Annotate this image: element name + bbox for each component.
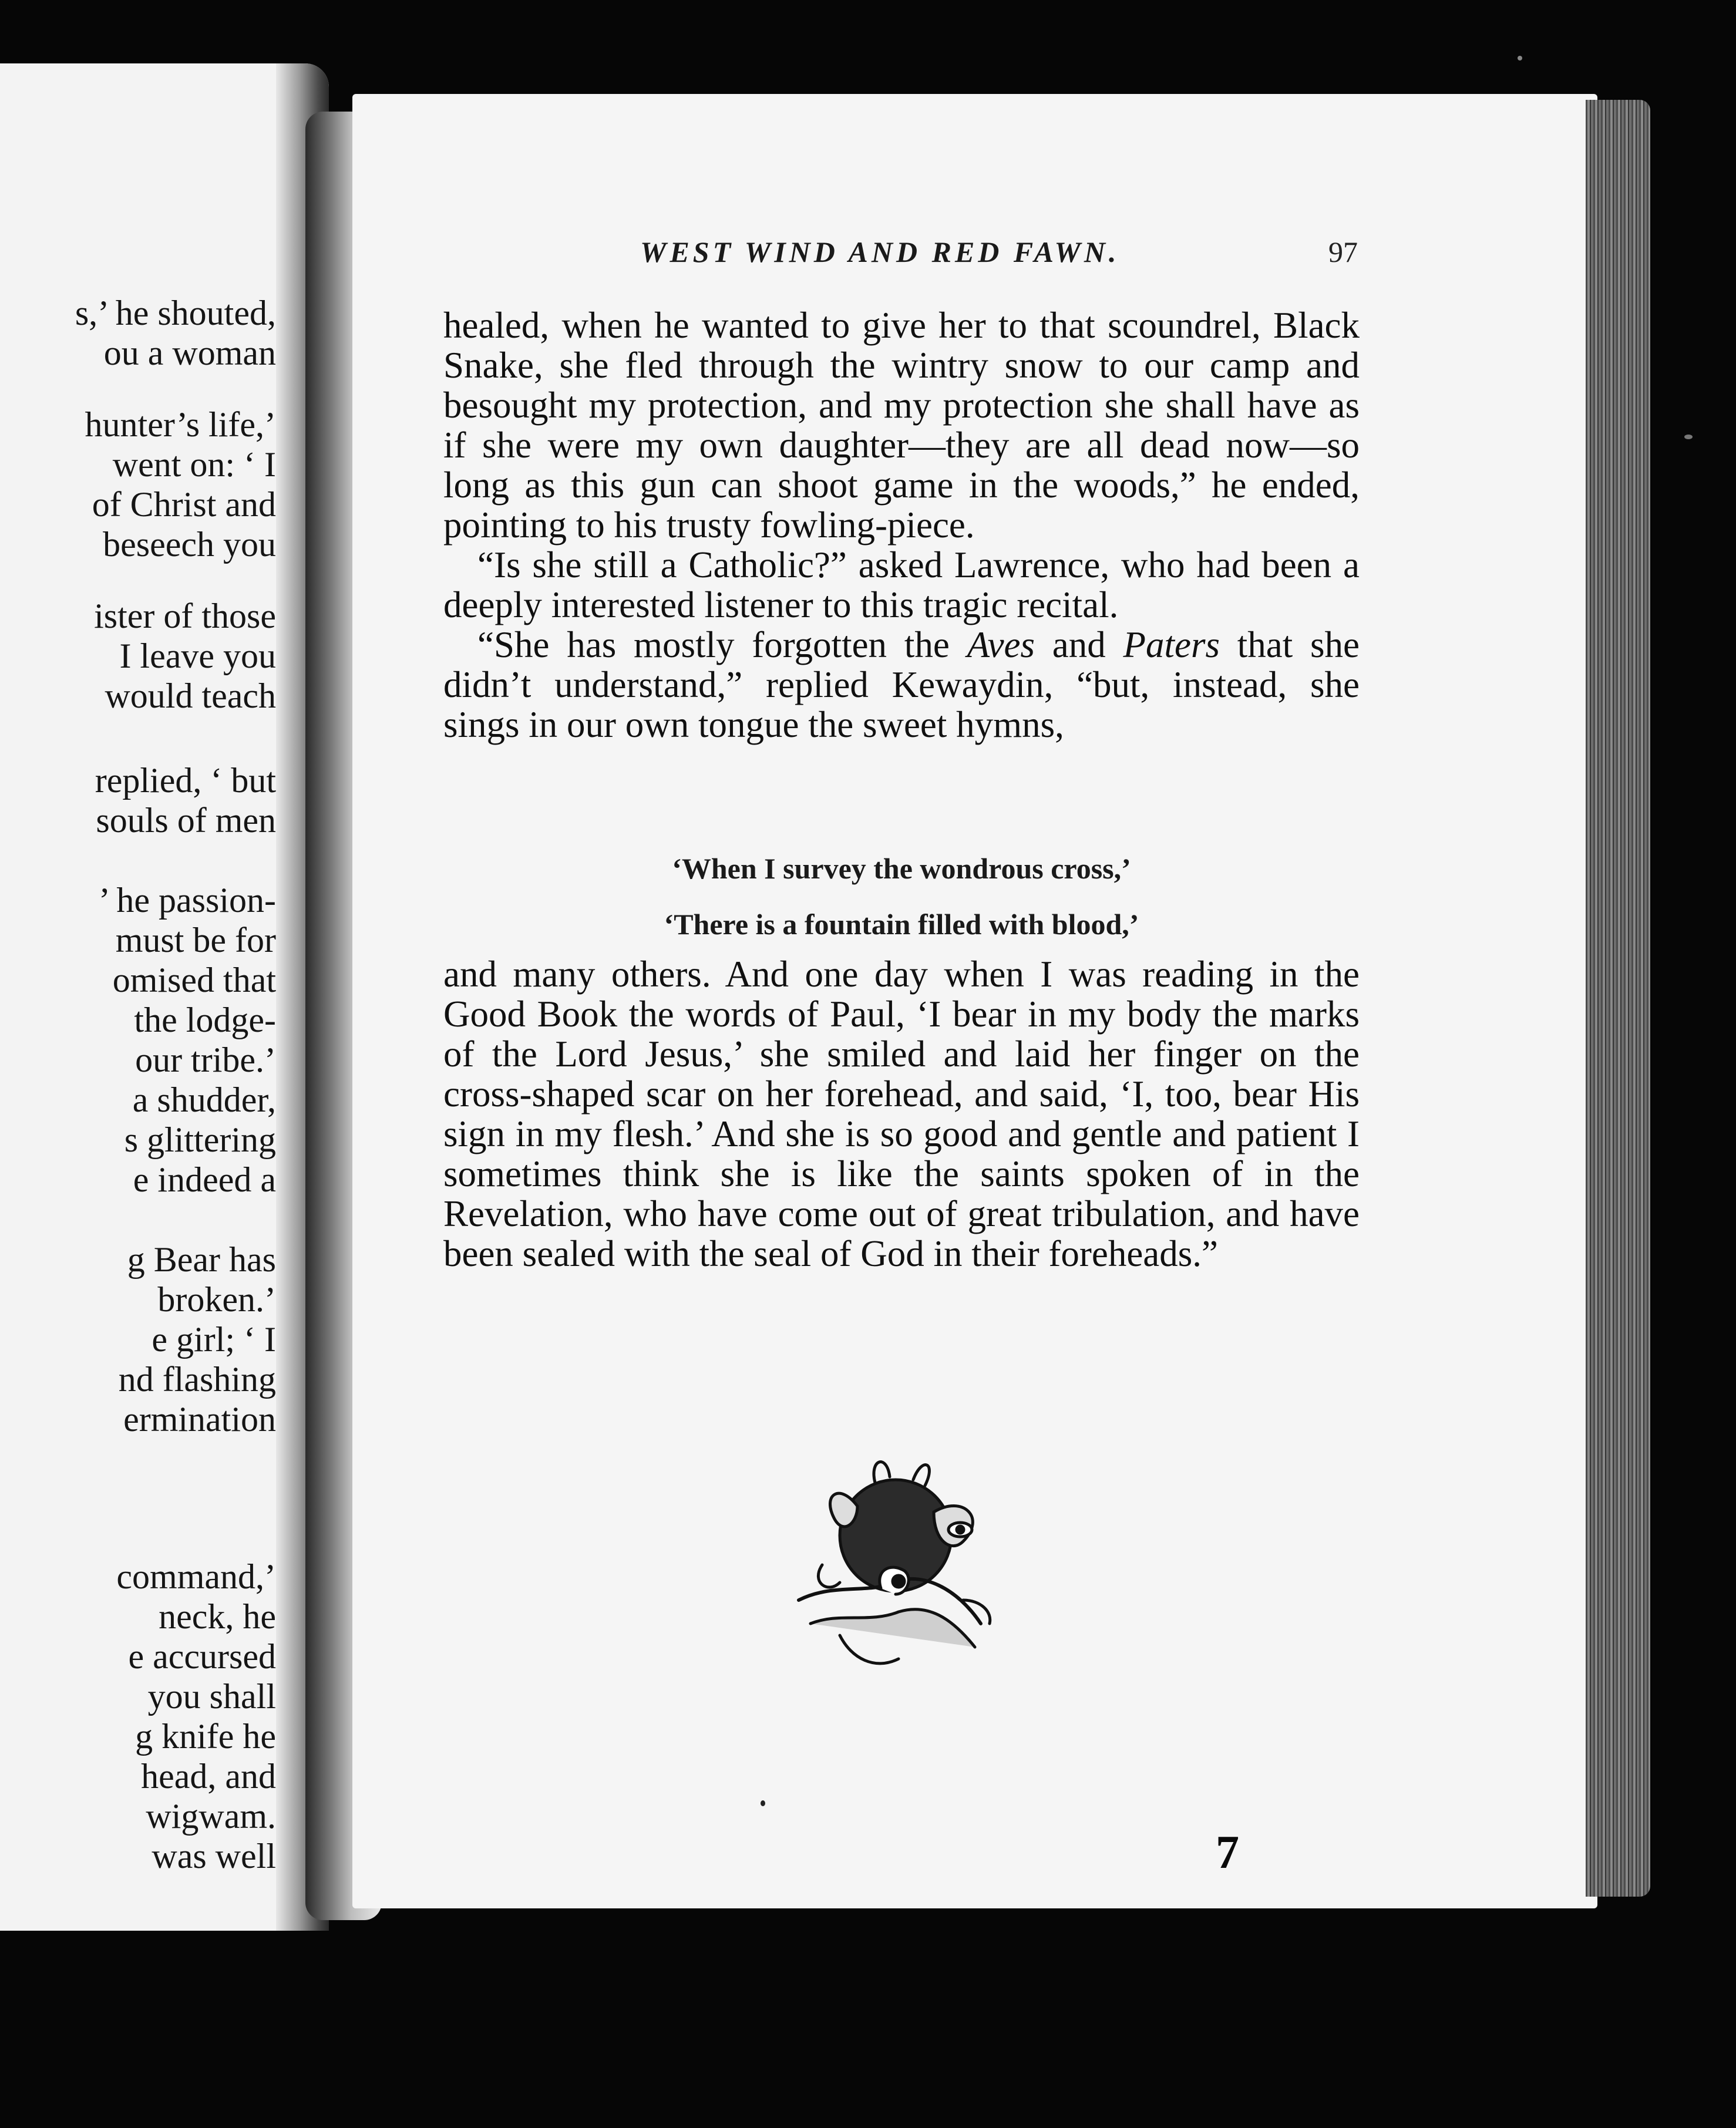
left-line: head, and: [141, 1757, 276, 1796]
left-line: nd flashing: [118, 1360, 276, 1399]
left-line: ’ he passion-: [98, 881, 276, 920]
latin-term-aves: Aves: [967, 624, 1035, 665]
left-facing-page: [0, 63, 329, 1931]
left-line: of Christ and: [92, 485, 276, 524]
left-line: ister of those: [94, 597, 276, 635]
left-line: e indeed a: [133, 1160, 276, 1199]
left-line: our tribe.’: [135, 1041, 276, 1079]
left-line: s,’ he shouted,: [75, 294, 276, 332]
body-text: [443, 305, 1360, 745]
left-line: hunter’s life,’: [85, 405, 276, 444]
text-run: that she didn’t understand,” replied Kewaydin, “but, instead, she sings in our own tongue the sweet hymns,: [443, 624, 1360, 745]
paragraph: and many others. And one day when I was reading in the Good Book the words of Paul, ‘I bear in my body the marks of the Lord Jesus,’ she smiled and laid her finger on the cross-shaped scar on her forehead, and said, ‘I, too, bear His sign in my flesh.’ And she is so good and gentle and patient I sometimes think she is like the saints spoken of in the Revelation, who have come out of great tribulation, and have been sealed with the seal of God in their foreheads.”: [443, 954, 1360, 1274]
hymn-quotes: [443, 841, 1360, 952]
left-line: command,’: [116, 1557, 276, 1596]
left-line: a shudder,: [132, 1080, 276, 1119]
running-title: WEST WIND AND RED FAWN.: [640, 235, 1120, 268]
left-line: would teach: [105, 676, 276, 715]
left-line: e accursed: [128, 1637, 276, 1676]
ink-speck: [1684, 435, 1693, 439]
left-line: e girl; ‘ I: [152, 1320, 276, 1359]
left-line: was well: [152, 1837, 276, 1876]
left-line: replied, ‘ but: [95, 761, 276, 800]
left-line: s glittering: [124, 1120, 276, 1159]
left-line: broken.’: [157, 1280, 276, 1319]
page-number: 97: [1328, 235, 1358, 268]
left-line: I leave you: [119, 637, 276, 675]
hymn-line: ‘When I survey the wondrous cross,’: [672, 852, 1131, 885]
left-line: wigwam.: [146, 1797, 276, 1836]
decorative-vignette-icon: [787, 1447, 1004, 1682]
left-line: omised that: [112, 961, 276, 999]
left-line: must be for: [115, 921, 276, 959]
left-line: ermination: [123, 1400, 276, 1439]
body-text-continued: [443, 954, 1360, 1274]
left-line: g Bear has: [127, 1240, 276, 1279]
paragraph: “Is she still a Catholic?” asked Lawrence, who had been a deeply interested listener to this tragic recital.: [443, 544, 1360, 625]
left-line: went on: ‘ I: [112, 445, 276, 484]
hymn-line: ‘There is a fountain filled with blood,’: [664, 908, 1139, 941]
ink-speck: [1518, 56, 1522, 60]
left-line: the lodge-: [134, 1001, 276, 1039]
left-line: beseech you: [103, 525, 276, 564]
left-line: ou a woman: [103, 334, 276, 372]
left-line: souls of men: [96, 801, 276, 840]
text-run: and: [1035, 624, 1123, 665]
left-line: neck, he: [159, 1597, 276, 1636]
page-edges: [1586, 100, 1650, 1897]
ink-speck: [761, 1800, 765, 1806]
paragraph: [443, 625, 1360, 745]
signature-mark: 7: [1216, 1827, 1239, 1878]
latin-term-paters: Paters: [1123, 624, 1220, 665]
paragraph: healed, when he wanted to give her to that scoundrel, Black Snake, she fled through the wintry snow to our camp and besought my protection, and my protection she shall have as if she were my own daughter—they are all dead now—so long as this gun can shoot game in the woods,” he ended, pointing to his trusty fowling-piece.: [443, 305, 1360, 546]
text-run: “She has mostly forgotten the: [477, 624, 967, 665]
left-line: you shall: [147, 1677, 276, 1716]
left-line: g knife he: [135, 1717, 276, 1756]
